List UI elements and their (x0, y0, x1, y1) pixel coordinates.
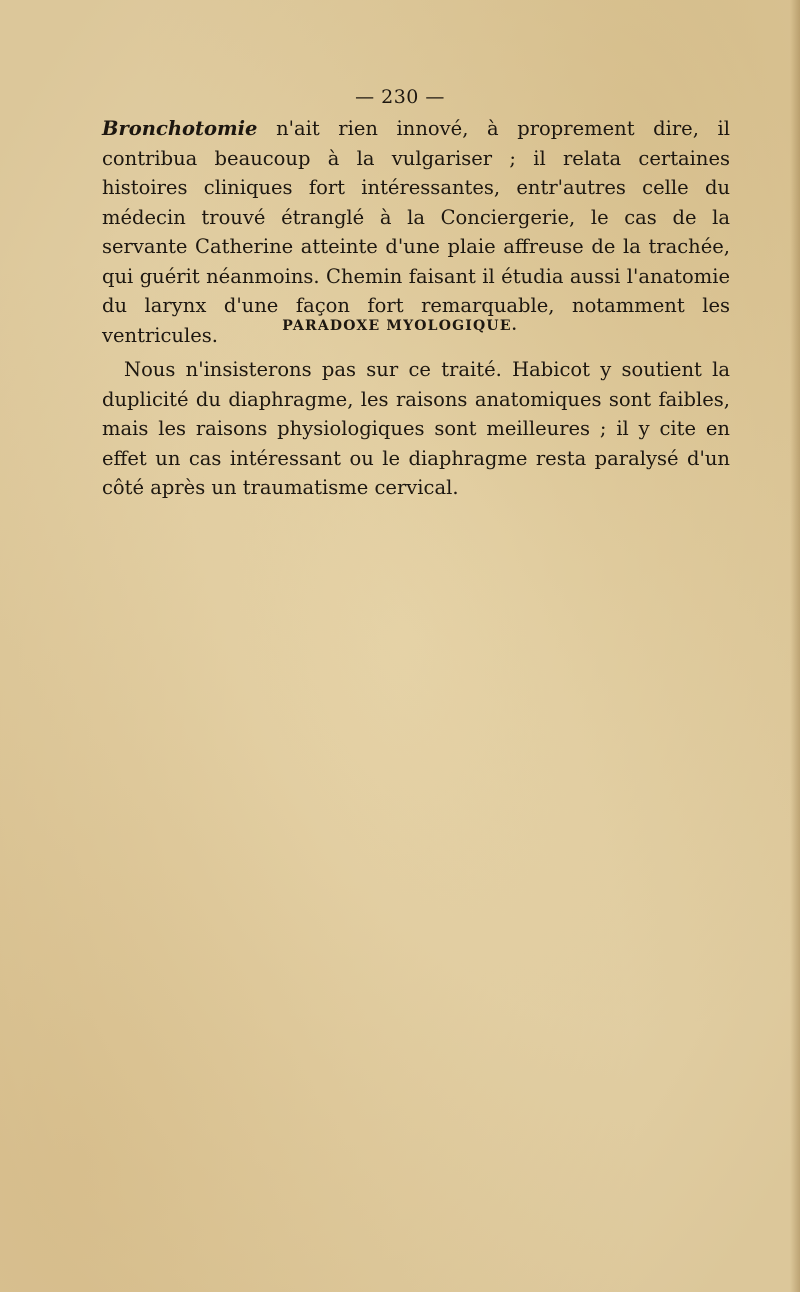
page-number: — 230 — (355, 86, 445, 108)
paragraph-1 (102, 114, 730, 350)
italic-term: Bronchotomie (102, 117, 258, 140)
page-edge (790, 0, 800, 1292)
paragraph-2: Nous n'insisterons pas sur ce traité. Habicot y soutient la duplicité du diaphragme, les raisons anatomiques sont faibles, mais les raisons physiologiques sont meilleures ; il y cite en effet un cas intéressant ou le diaphragme resta paralysé d'un côté après un traumatisme cervical. (102, 358, 730, 499)
paragraph-1-text: n'ait rien innové, à proprement dire, il contribua beaucoup à la vulgariser ; il relata certaines histoires cliniques fort intéressantes, entr'autres celle du médecin trouvé étranglé à la Conciergerie, le cas de la servante Catherine atteinte d'une plaie affreuse de la trachée, qui guérit néanmoins. Chemin faisant il étudia aussi l'anatomie du larynx d'une façon fort remarquable, notamment les ventricules. (102, 117, 730, 347)
section-heading: PARADOXE MYOLOGIQUE. (282, 318, 518, 334)
